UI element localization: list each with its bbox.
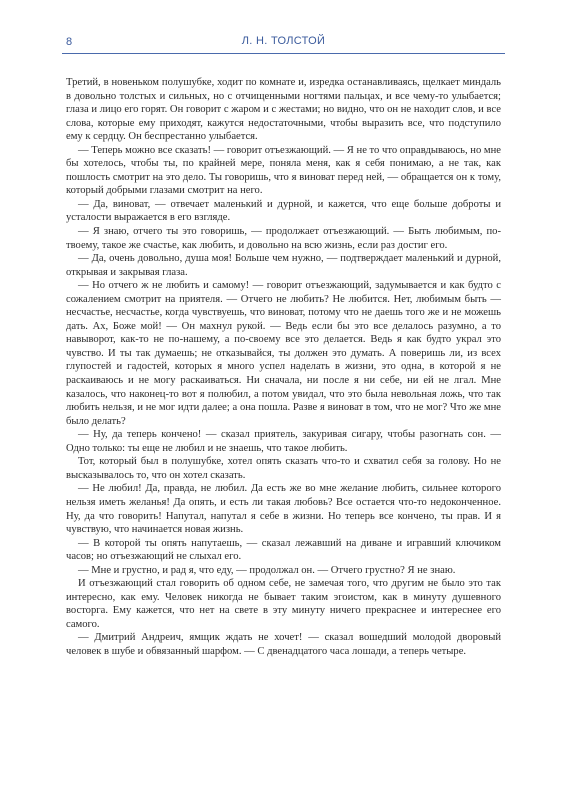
paragraph: — Да, виноват, — отвечает маленький и дурной, и кажется, что еще больше доброты и усталости выражается в его взгляде.	[66, 198, 501, 224]
body-text	[66, 76, 501, 659]
page-number: 8	[66, 36, 73, 48]
paragraph: — В которой ты опять напутаешь, — сказал лежавший на диване и игравший ключиком часов; но отъезжающий не слыхал его.	[66, 537, 501, 563]
paragraph: — Дмитрий Андреич, ямщик ждать не хочет! — сказал вошедший молодой дворовый человек в шубе и обвязанный шарфом. — С двенадцатого часа лошади, а теперь четыре.	[66, 632, 501, 657]
paragraph: Третий, в новеньком полушубке, ходит по комнате и, изредка останавливаясь, щелкает миндаль в довольно толстых и сильных, но с отчищенными ногтями пальцах, и все чему-то улыбается; глаза и лицо его горят. Он говорит с жаром и с жестами; но видно, что он не находит слов, и все слова, которые ему приходят, кажутся недостаточными, чтобы выразить все, что подступило ему к сердцу. Он беспрестанно улыбается.	[66, 77, 501, 143]
paragraph: И отъезжающий стал говорить об одном себе, не замечая того, что другим не было это так интересно, как ему. Человек никогда не бывает таким эгоистом, как в минуту душевного восторга. Ему кажется, что нет на свете в эту минуту ничего прекраснее и интереснее его самого.	[66, 578, 501, 630]
header-rule	[62, 53, 505, 54]
running-title: Л. Н. ТОЛСТОЙ	[241, 35, 326, 47]
paragraph: — Ну, да теперь кончено! — сказал приятель, закуривая сигару, чтобы разогнать сон. — Одно только: ты еще не любил и не знаешь, что такое любить.	[66, 429, 501, 454]
paragraph: — Да, очень довольно, душа моя! Больше чем нужно, — подтверждает маленький и дурной, открывая и закрывая глаза.	[66, 253, 501, 278]
paragraph: — Но отчего ж не любить и самому! — говорит отъезжающий, задумывается и как будто с сожалением смотрит на приятеля. — Отчего не любить? Не любится. Нет, любимым быть — несчастье, несчастье, когда чувствуешь, что виноват, потому что не даешь того же и не можешь дать. Ах, Боже мой! — Он махнул рукой. — Ведь если бы это все делалось разумно, а то навыворот, как-то не по-нашему, а по-своему все это делается. Ведь я как будто украл это чувство. И ты так думаешь; не отказывайся, ты должен это думать. А поверишь ли, из всех глупостей и гадостей, которых я много успел наделать в жизни, это одна, в которой я не раскаиваюсь и не могу раскаиваться. Ни сначала, ни после я ни себе, ни ей не лгал. Мне казалось, что наконец-то вот я полюбил, а потом увидал, что это была невольная ложь, что так любить нельзя, и не мог идти далее; а она пошла. Разве я виноват в том, что не мог? Что же мне было делать?	[66, 280, 501, 427]
paragraph: — Не любил! Да, правда, не любил. Да есть же во мне желание любить, сильнее которого нельзя иметь желанья! Да опять, и есть ли такая любовь? Все остается что-то недоконченное. Ну, да что говорить! Напутал, напутал я себе в жизни. Но теперь все кончено, ты прав. И я чувствую, что начинается новая жизнь.	[66, 483, 501, 536]
page-header	[62, 34, 505, 56]
paragraph: — Мне и грустно, и рад я, что еду, — продолжал он. — Отчего грустно? Я не знаю.	[78, 564, 456, 576]
paragraph: — Я знаю, отчего ты это говоришь, — продолжает отъезжающий. — Быть любимым, по-твоему, такое же счастье, как любить, и довольно на всю жизнь, если раз достиг его.	[66, 226, 501, 251]
paragraph: — Теперь можно все сказать! — говорит отъезжающий. — Я не то что оправдываюсь, но мне бы хотелось, чтобы ты, по крайней мере, поняла меня, как я себя понимаю, а не так, как пошлость смотрит на это дело. Ты говоришь, что я виноват перед ней, — обращается он к тому, который добрыми глазами смотрит на него.	[66, 144, 501, 197]
paragraph: Тот, который был в полушубке, хотел опять сказать что-то и схватил себя за голову. Но не высказывалось то, что он хотел сказать.	[66, 456, 501, 481]
